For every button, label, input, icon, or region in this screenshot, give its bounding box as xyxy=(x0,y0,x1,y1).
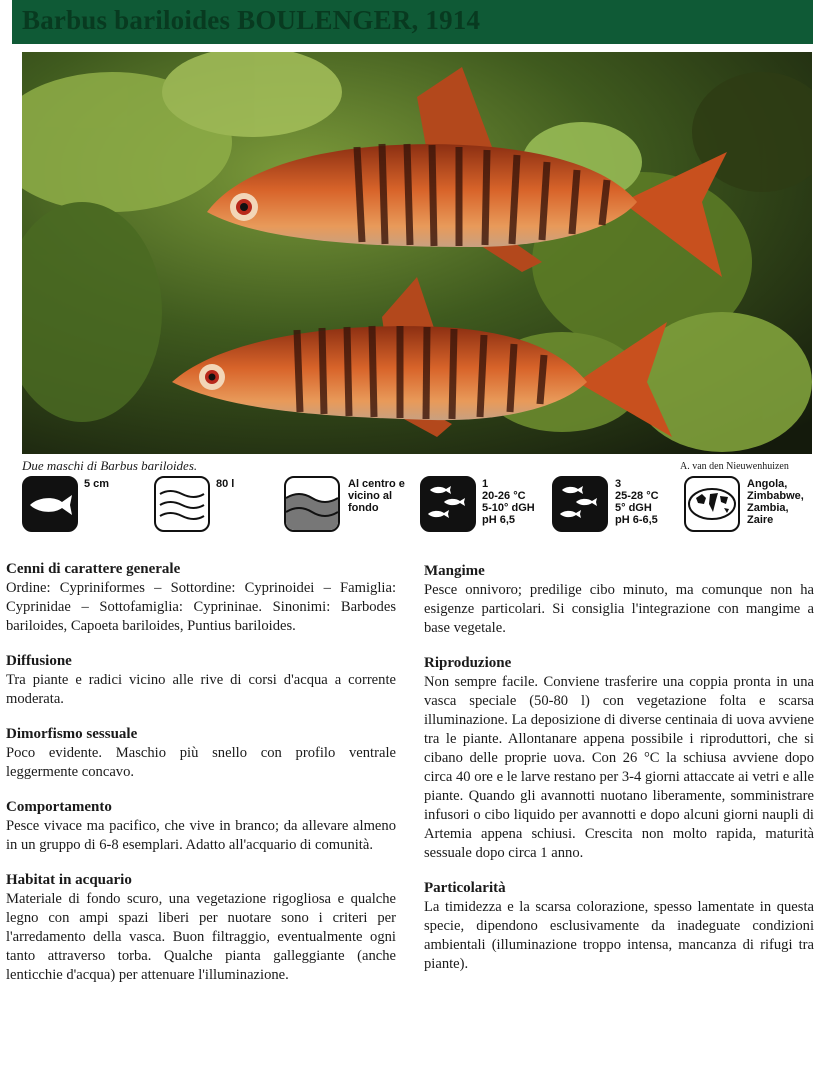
section-heading: Cenni di carattere generale xyxy=(6,561,181,577)
fish-group-icon xyxy=(552,476,608,532)
section-particulars xyxy=(424,879,814,974)
left-column xyxy=(6,560,396,1001)
photo-caption: Due maschi di Barbus bariloides. xyxy=(22,458,198,473)
section-food xyxy=(424,562,814,638)
tank-volume-icon xyxy=(154,476,210,532)
page-header xyxy=(12,0,813,44)
fish-photo xyxy=(22,52,812,454)
aquarium-illustration xyxy=(22,52,812,454)
section-text: Non sempre facile. Conviene trasferire una coppia pronta in una vasca speciale (50-80 l) con vegetazione folta e scarsa illuminazione. La deposizione di diverse centinaia di uova avviene tra le piante. Allontanare appena possibile i riproduttori, che si cibano delle proprie uova. Con 26 °C la schiusa avviene dopo circa 40 ore e le larve restano per 3-4 giorni attaccate ai vetri e alle piante. Quando gli avannotti nuotano liberamente, somministrare infusori o cibo liquido per avannotti e dopo alcuni giorni naupli di Artemia appena schiusi. Crescita non molto rapida, maturità sessuale dopo circa 1 anno. xyxy=(424,674,814,861)
species-facts-bar xyxy=(22,476,812,536)
section-text: Tra piante e radici vicino alle rive di corsi d'acqua a corrente moderata. xyxy=(6,672,396,707)
swimming-zone-icon xyxy=(284,476,340,532)
section-general xyxy=(6,560,396,636)
section-text: Pesce vivace ma pacifico, che vive in branco; da allevare almeno in un gruppo di 6-8 esemplari. Adatto all'acquario di comunità. xyxy=(6,818,396,853)
swimming-zone-text: Al centro e vicino al fondo xyxy=(348,478,405,514)
fish-size-value: 5 cm xyxy=(84,478,110,490)
section-text: Materiale di fondo scuro, una vegetazione rigogliosa e qualche legno con ampi spazi liberi per nuotare sono i criteri per l'arredamento della vasca. Buon filtraggio, eventualmente ogni tanto attraverso torba. Qualche pianta galleggiante (anche lenticchie d'acqua) per attenuare l'illuminazione. xyxy=(6,891,396,983)
section-text: Poco evidente. Maschio più snello con profilo ventrale leggermente concavo. xyxy=(6,745,396,780)
section-heading: Mangime xyxy=(424,563,485,579)
section-text: Ordine: Cypriniformes – Sottordine: Cyprinoidei – Famiglia: Cyprinidae – Sottofamiglia: Cyprininae. Sinonimi: Barbodes bariloides, Capoeta bariloides, Puntius bariloides. xyxy=(6,580,396,634)
water-params-1: 1 20-26 °C 5-10° dGH pH 6,5 xyxy=(482,478,535,526)
section-reproduction xyxy=(424,654,814,863)
section-heading: Dimorfismo sessuale xyxy=(6,726,138,742)
section-dimorphism xyxy=(6,725,396,782)
section-heading: Habitat in acquario xyxy=(6,872,132,888)
section-heading: Particolarità xyxy=(424,880,506,896)
section-text: Pesce onnivoro; predilige cibo minuto, ma comunque non ha esigenze particolari. Si consiglia l'integrazione con mangime a base vegetale. xyxy=(424,582,814,636)
tank-volume-value: 80 l xyxy=(216,478,235,490)
distribution-text: Angola, Zimbabwe, Zambia, Zaire xyxy=(747,478,804,526)
section-heading: Diffusione xyxy=(6,653,72,669)
world-map-icon xyxy=(684,476,740,532)
page-title: Barbus bariloides BOULENGER, 1914 xyxy=(22,5,481,35)
photo-credit: A. van den Nieuwenhuizen xyxy=(680,461,789,472)
section-text: La timidezza e la scarsa colorazione, spesso lamentate in questa specie, dipendono esclusivamente da inadeguate condizioni ambientali (illuminazione troppo intensa, mancanza di rifugi tra piante). xyxy=(424,899,814,972)
section-heading: Riproduzione xyxy=(424,655,512,671)
section-heading: Comportamento xyxy=(6,799,112,815)
section-habitat xyxy=(6,871,396,985)
fish-size-icon xyxy=(22,476,78,532)
right-column xyxy=(424,562,814,990)
water-params-2: 3 25-28 °C 5° dGH pH 6-6,5 xyxy=(615,478,659,526)
section-behavior xyxy=(6,798,396,855)
section-distribution xyxy=(6,652,396,709)
fish-group-icon xyxy=(420,476,476,532)
